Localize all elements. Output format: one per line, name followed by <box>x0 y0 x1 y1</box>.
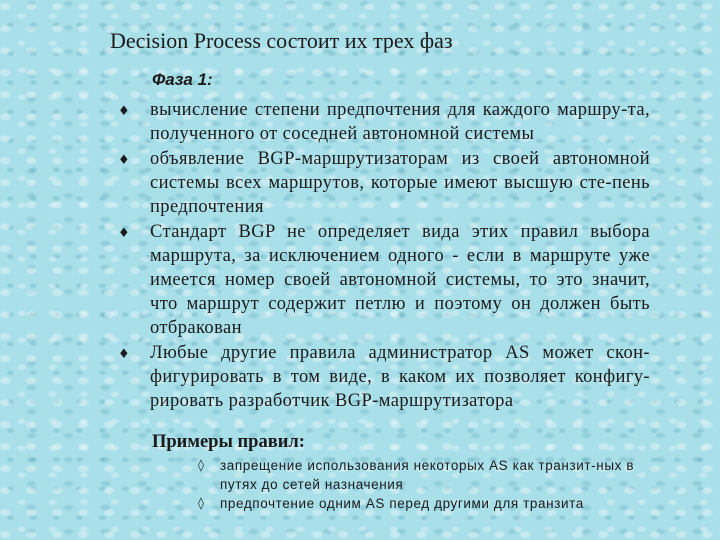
slide-title: Decision Process состоит их трех фаз <box>110 28 453 53</box>
sub-bullet-item <box>198 494 638 513</box>
diamond-bullet-icon: ♦ <box>118 104 130 119</box>
sub-bullet-list <box>198 456 638 513</box>
diamond-bullet-icon: ♦ <box>118 153 130 168</box>
bullet-text: объявление BGP-маршрутизаторам из своей автономной системы всех маршрутов, которые имеют высшую сте-пень предпочтения <box>150 149 650 217</box>
bullet-item <box>118 98 658 146</box>
bullet-item <box>118 220 658 340</box>
sub-bullet-text: запрещение использования некоторых AS как транзит-ных в путях до сетей назначения <box>220 458 635 492</box>
sub-bullet-item <box>198 456 638 494</box>
bullet-text: вычисление степени предпочтения для каждого маршру-та, полученного от соседней автономной системы <box>150 100 650 144</box>
hollow-diamond-icon: ◊ <box>198 458 204 472</box>
sub-bullet-text: предпочтение одним AS перед другими для транзита <box>220 496 584 511</box>
diamond-bullet-icon: ♦ <box>118 226 130 241</box>
bullet-item <box>118 341 658 413</box>
bullet-text: Стандарт BGP не определяет вида этих правил выбора маршрута, за исключением одного - если в маршруте уже имеется номер своей автономной системы, то это значит, что маршрут содержит петлю и поэтому он должен быть отбракован <box>150 222 650 338</box>
examples-heading: Примеры правил: <box>152 432 305 452</box>
phase-label: Фаза 1: <box>152 70 213 89</box>
diamond-bullet-icon: ♦ <box>118 347 130 362</box>
bullet-list <box>118 98 658 414</box>
bullet-text: Любые другие правила администратор AS может скон-фигурировать в том виде, в каком их позволяет конфигу-рировать разработчик BGP-маршрутизатора <box>150 343 650 411</box>
hollow-diamond-icon: ◊ <box>198 496 204 510</box>
bullet-item <box>118 147 658 219</box>
